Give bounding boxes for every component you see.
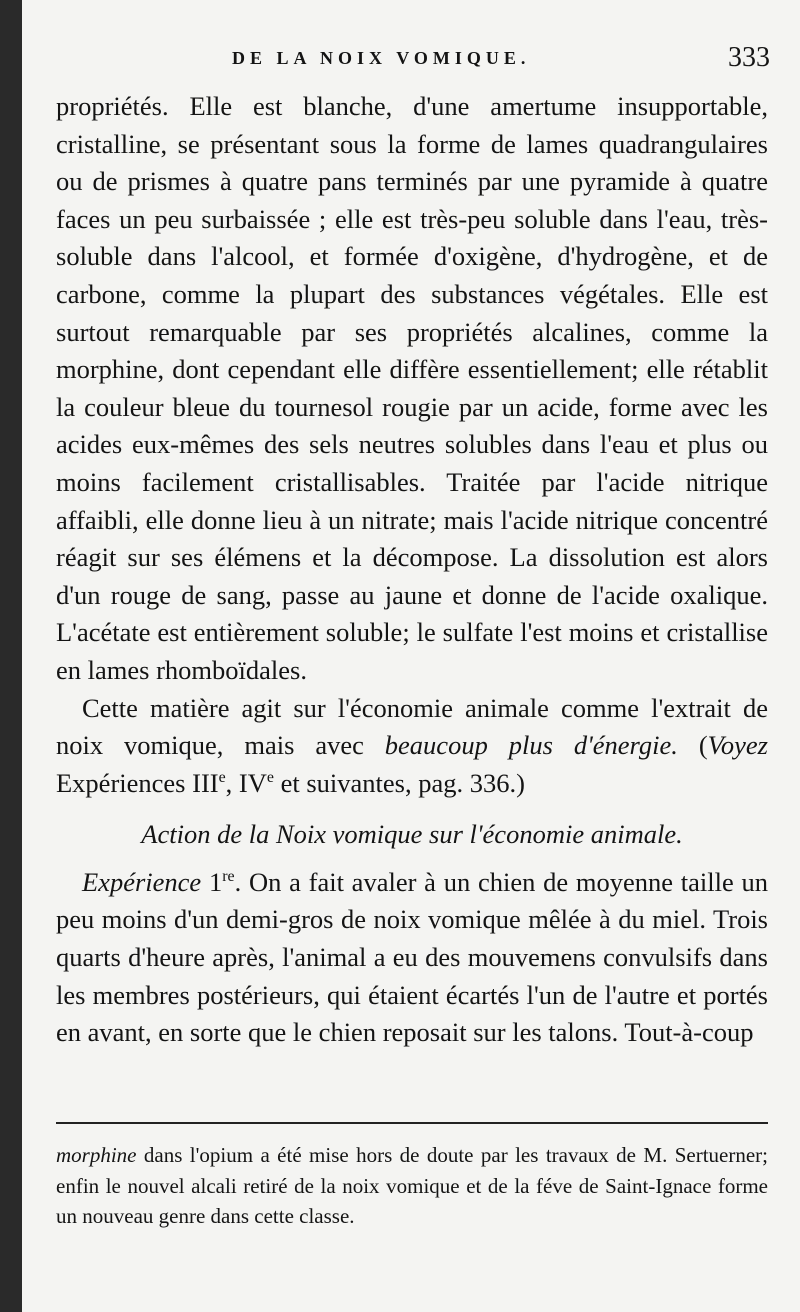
book-page bbox=[22, 0, 800, 1312]
paragraph-experiment bbox=[56, 864, 768, 1052]
experience-number-3-sup: e bbox=[218, 768, 226, 786]
reference-voyez: Voyez bbox=[707, 730, 768, 761]
running-title: DE LA NOIX VOMIQUE. bbox=[232, 48, 531, 68]
experience-number-4-sup: e bbox=[266, 768, 274, 786]
reference-end: et suivantes, pag. 336.) bbox=[273, 767, 525, 798]
reference-open: ( bbox=[677, 730, 708, 761]
page-number: 333 bbox=[728, 42, 770, 73]
paragraph-continuation: propriétés. Elle est blanche, d'une amertume insupportable, cristalline, se présentant sous la forme de lames quadrangulaires ou de prismes à quatre pans terminés par une pyramide à quatre faces un peu surbaissée ; elle est très-peu soluble dans l'eau, très-soluble dans l'alcool, et formée d'oxigène, d'hydrogène, et de carbone, comme la plupart des substances végétales. Elle est surtout remarquable par ses propriétés alcalines, comme la morphine, dont cependant elle diffère essentiellement; elle rétablit la couleur bleue du tournesol rougie par un acide, forme avec les acides eux-mêmes des sels neutres solubles dans l'eau et plus ou moins facilement cristallisables. Traitée par l'acide nitrique affaibli, elle donne lieu à un nitrate; mais l'acide nitrique concentré réagit sur ses élémens et la décompose. La dissolution est alors d'un rouge de sang, passe au jaune et donne de l'acide oxalique. L'acétate est entièrement soluble; le sulfate l'est moins et cristallise en lames rhomboïdales. bbox=[56, 91, 768, 685]
reference-separator: , bbox=[225, 767, 239, 798]
footnote-body: dans l'opium a été mise hors de doute par les travaux de M. Sertuerner; enfin le nouvel alcali retiré de la noix vomique et de la féve de Saint-Ignace forme un nouveau genre dans cette classe. bbox=[56, 1143, 768, 1228]
experience-number-3: III bbox=[192, 767, 219, 798]
main-text bbox=[56, 88, 768, 1052]
experiment-number: 1 bbox=[208, 866, 223, 897]
experience-number-4: IV bbox=[238, 767, 267, 798]
footnote-rule bbox=[56, 1122, 768, 1124]
reference-text: Expériences bbox=[56, 767, 193, 798]
experiment-label: Expérience bbox=[82, 866, 202, 897]
footnote bbox=[56, 1140, 768, 1232]
footnote-italic-word: morphine bbox=[56, 1143, 137, 1167]
page-header bbox=[22, 42, 800, 82]
paragraph-effect bbox=[56, 690, 768, 803]
paragraph-effect-emphasis: beaucoup plus d'énergie. bbox=[384, 730, 678, 761]
experiment-text: . On a fait avaler à un chien de moyenne taille un peu moins d'un demi-gros de noix vomique mêlée à du miel. Trois quarts d'heure après, l'animal a eu des mouvemens convulsifs dans les membres postérieurs, qui étaient écartés l'un de l'autre et portés en avant, en sorte que le chien reposait sur les talons. Tout-à-coup bbox=[56, 866, 768, 1048]
section-heading: Action de la Noix vomique sur l'économie animale. bbox=[141, 819, 683, 850]
paragraph-effect-start: Cette matière agit sur l'économie animale comme l'extrait de noix vomique, mais avec bbox=[56, 692, 768, 761]
experiment-number-sup: re bbox=[222, 868, 235, 886]
footnote-text bbox=[56, 1140, 768, 1232]
